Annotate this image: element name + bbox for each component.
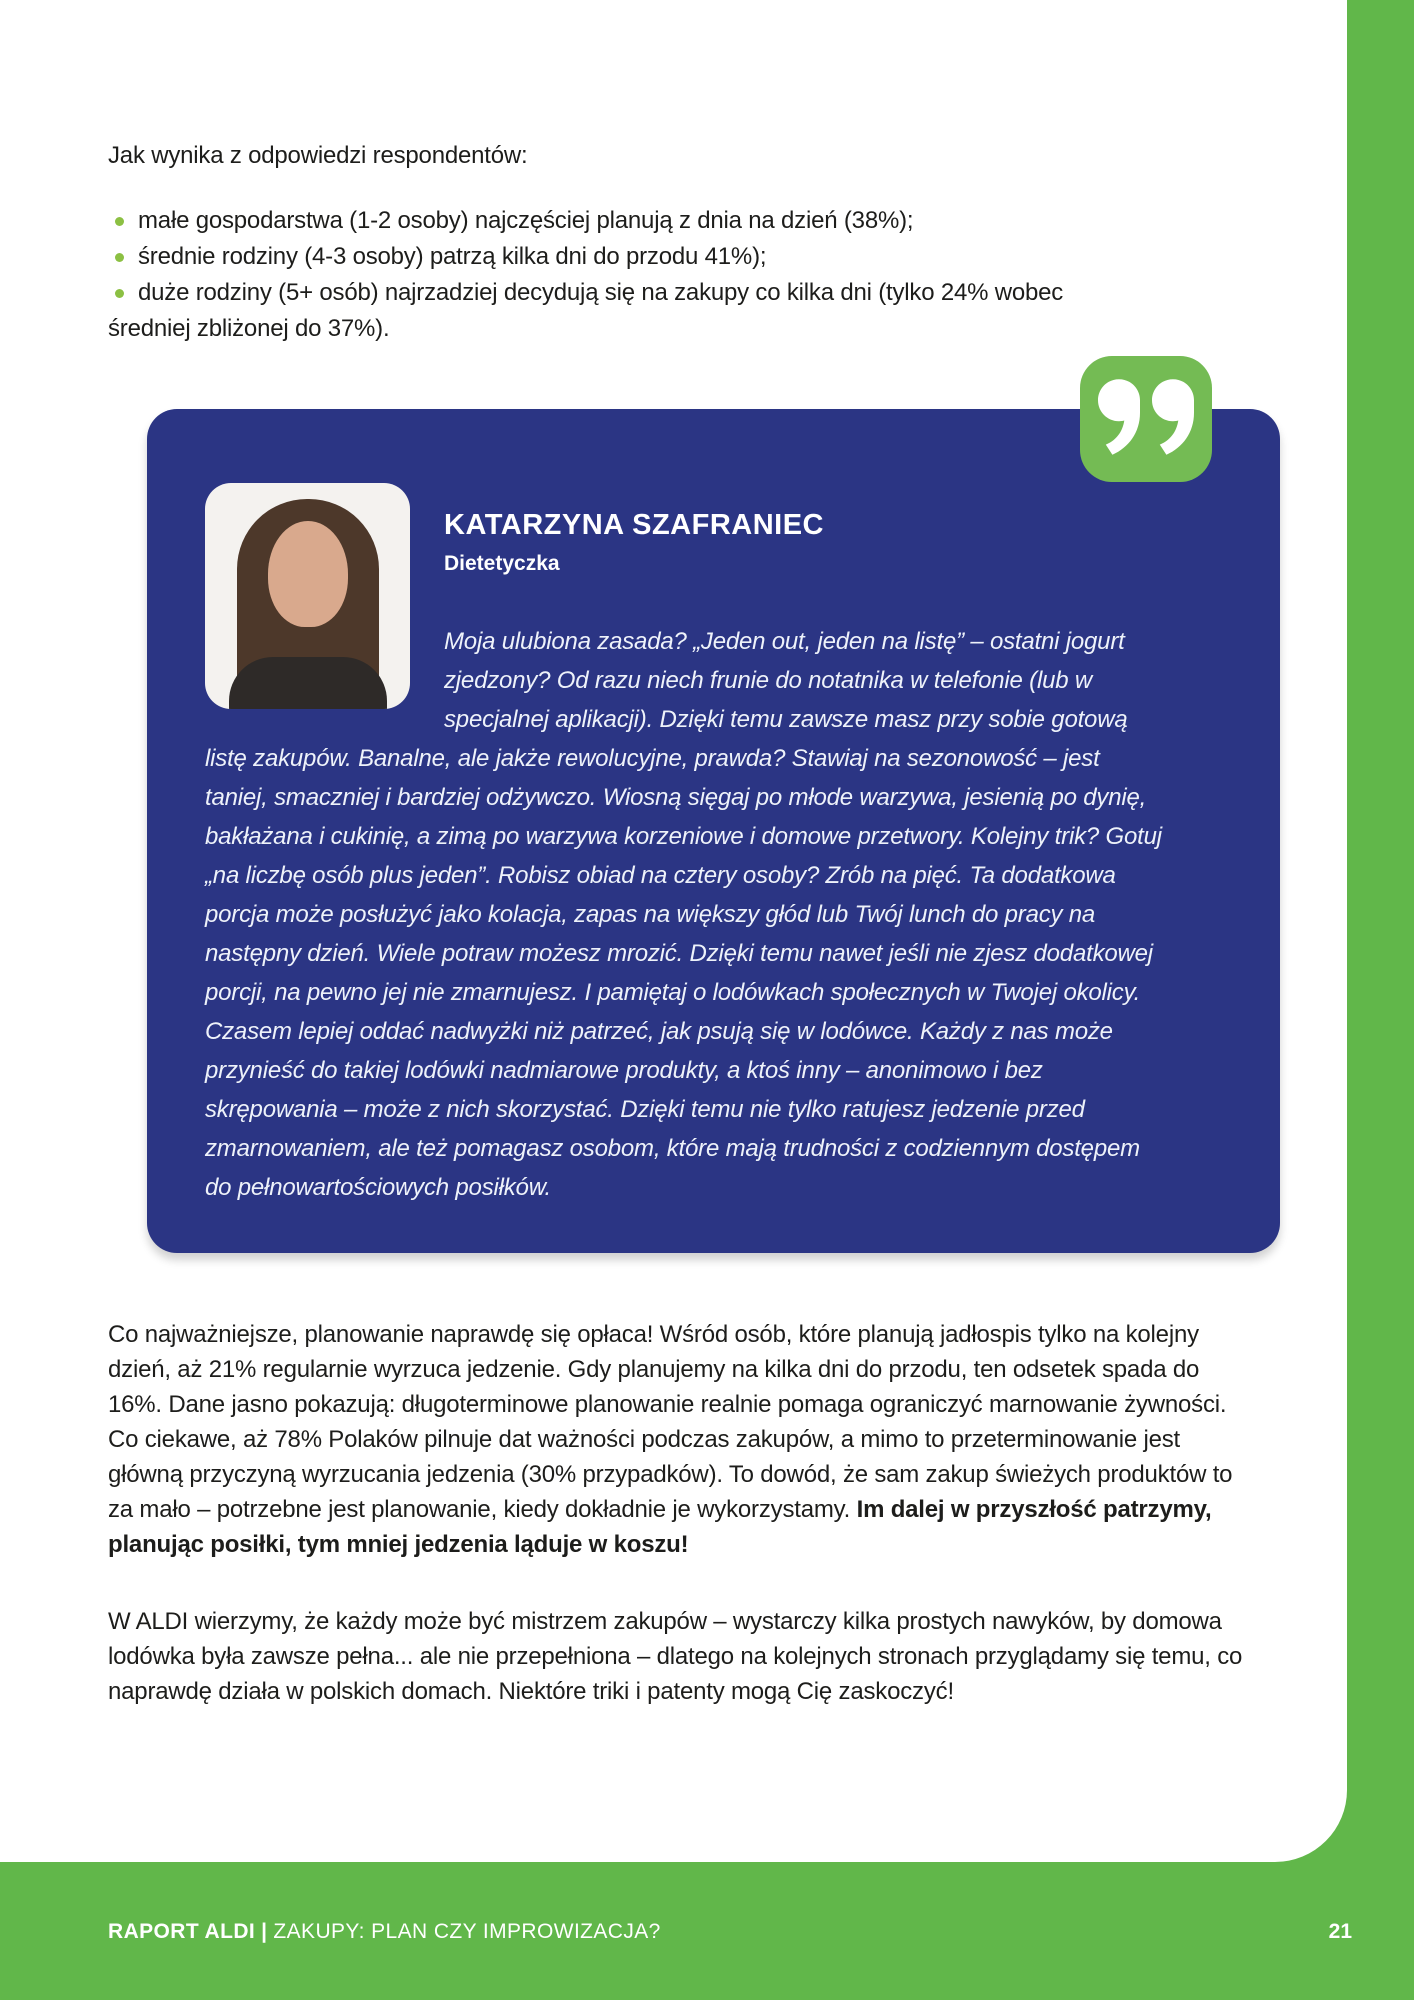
expert-quote-text: Moja ulubiona zasada? „Jeden out, jeden na listę” – ostatni jogurt zjedzony? Od razu niech frunie do notatnika w telefonie (lub w specjalnej aplikacji). Dzięki temu zawsze masz przy sobie gotową listę zakupów. Banalne, ale jakże rewolucyjne, prawda? Stawiaj na sezonowość – jest taniej, smaczniej i bardziej odżywczo. Wiosną sięgaj po młode warzywa, jesienią po dynię, bakłażana i cukinię, a zimą po warzywa korzeniowe i domowe przetwory. Kolejny trik? Gotuj „na liczbę osób plus jeden”. Robisz obiad na cztery osoby? Zrób na pięć. Ta dodatkowa porcja może posłużyć jako kolacja, zapas na większy głód lub Twój lunch do pracy na następny dzień. Wiele potraw możesz mrozić. Dzięki temu nawet jeśli nie zjesz dodatkowej porcji, na pewno jej nie zmarnujesz. I pamiętaj o lodówkach społecznych w Twojej okolicy. Czasem lepiej oddać nadwyżki niż patrzeć, jak psują się w lodówce. Każdy z nas może przynieść do takiej lodówki nadmiarowe produkty, a ktoś inny – anonimowo i bez skrępowania – może z nich skorzystać. Dzięki temu nie tylko ratujesz jedzenie przed zmarnowaniem, ale też pomagasz osobom, które mają trudności z codziennym dostępem do pełnowartościowych posiłków. <box>205 628 1162 1201</box>
double-quote-icon <box>1098 379 1194 455</box>
bullet-item-label: małe gospodarstwa (1-2 osoby) najczęściej planują z dnia na dzień (38%); <box>138 207 914 234</box>
body-copy <box>108 1317 1258 1709</box>
paragraph-planning-pays-off <box>108 1317 1258 1562</box>
footer-title <box>108 1920 661 1944</box>
expert-quote-card <box>147 409 1280 1253</box>
bullet-item-label: duże rodziny (5+ osób) najrzadziej decydują się na zakupy co kilka dni (tylko 24% wobec <box>138 279 1064 306</box>
sidebar-accent <box>1347 0 1414 2000</box>
paragraph-aldi-belief: W ALDI wierzymy, że każdy może być mistrzem zakupów – wystarczy kilka prostych nawyków, by domowa lodówka była zawsze pełna... ale nie przepełniona – dlatego na kolejnych stronach przyglądamy się temu, co naprawdę działa w polskich domach. Niektóre triki i patenty mogą Cię zaskoczyć! <box>108 1608 1243 1705</box>
bullet-item-label: średnie rodziny (4-3 osoby) patrzą kilka dni do przodu 41%); <box>138 243 767 270</box>
expert-name: KATARZYNA SZAFRANIEC <box>444 509 824 541</box>
footer-separator: | <box>261 1920 268 1943</box>
photo-face <box>268 521 348 627</box>
bullet-item-medium-families <box>108 239 1268 275</box>
page-number: 21 <box>1328 1920 1352 1943</box>
bullet-item-large-families <box>108 275 1268 311</box>
intro-text: Jak wynika z odpowiedzi respondentów: <box>108 142 528 169</box>
portrait-photo <box>205 483 410 709</box>
bullet-continuation: średniej zbliżonej do 37%). <box>108 315 390 342</box>
expert-role: Dietetyczka <box>444 552 560 575</box>
bullet-list <box>108 203 1268 311</box>
paragraph-bold-text: Im dalej w przyszłość patrzymy, planując posiłki, tym mniej jedzenia ląduje w koszu! <box>108 1496 1212 1558</box>
footer-section-title: ZAKUPY: PLAN CZY IMPROWIZACJA? <box>273 1920 661 1943</box>
footer-brand: RAPORT ALDI <box>108 1920 256 1943</box>
photo-shirt <box>229 657 387 709</box>
bullet-item-small-households <box>108 203 1268 239</box>
quote-badge <box>1080 356 1212 482</box>
footer <box>108 1920 1352 1944</box>
paragraph-normal-text: Co najważniejsze, planowanie naprawdę się opłaca! Wśród osób, które planują jadłospis tylko na kolejny dzień, aż 21% regularnie wyrzuca jedzenie. Gdy planujemy na kilka dni do przodu, ten odsetek spada do 16%. Dane jasno pokazują: długoterminowe planowanie realnie pomaga ograniczyć marnowanie żywności. Co ciekawe, aż 78% Polaków pilnuje dat ważności podczas zakupów, a mimo to przeterminowanie jest główną przyczyną wyrzucania jedzenia (30% przypadków). To dowód, że sam zakup świeżych produktów to za mało – potrzebne jest planowanie, kiedy dokładnie je wykorzystamy. <box>108 1321 1233 1523</box>
